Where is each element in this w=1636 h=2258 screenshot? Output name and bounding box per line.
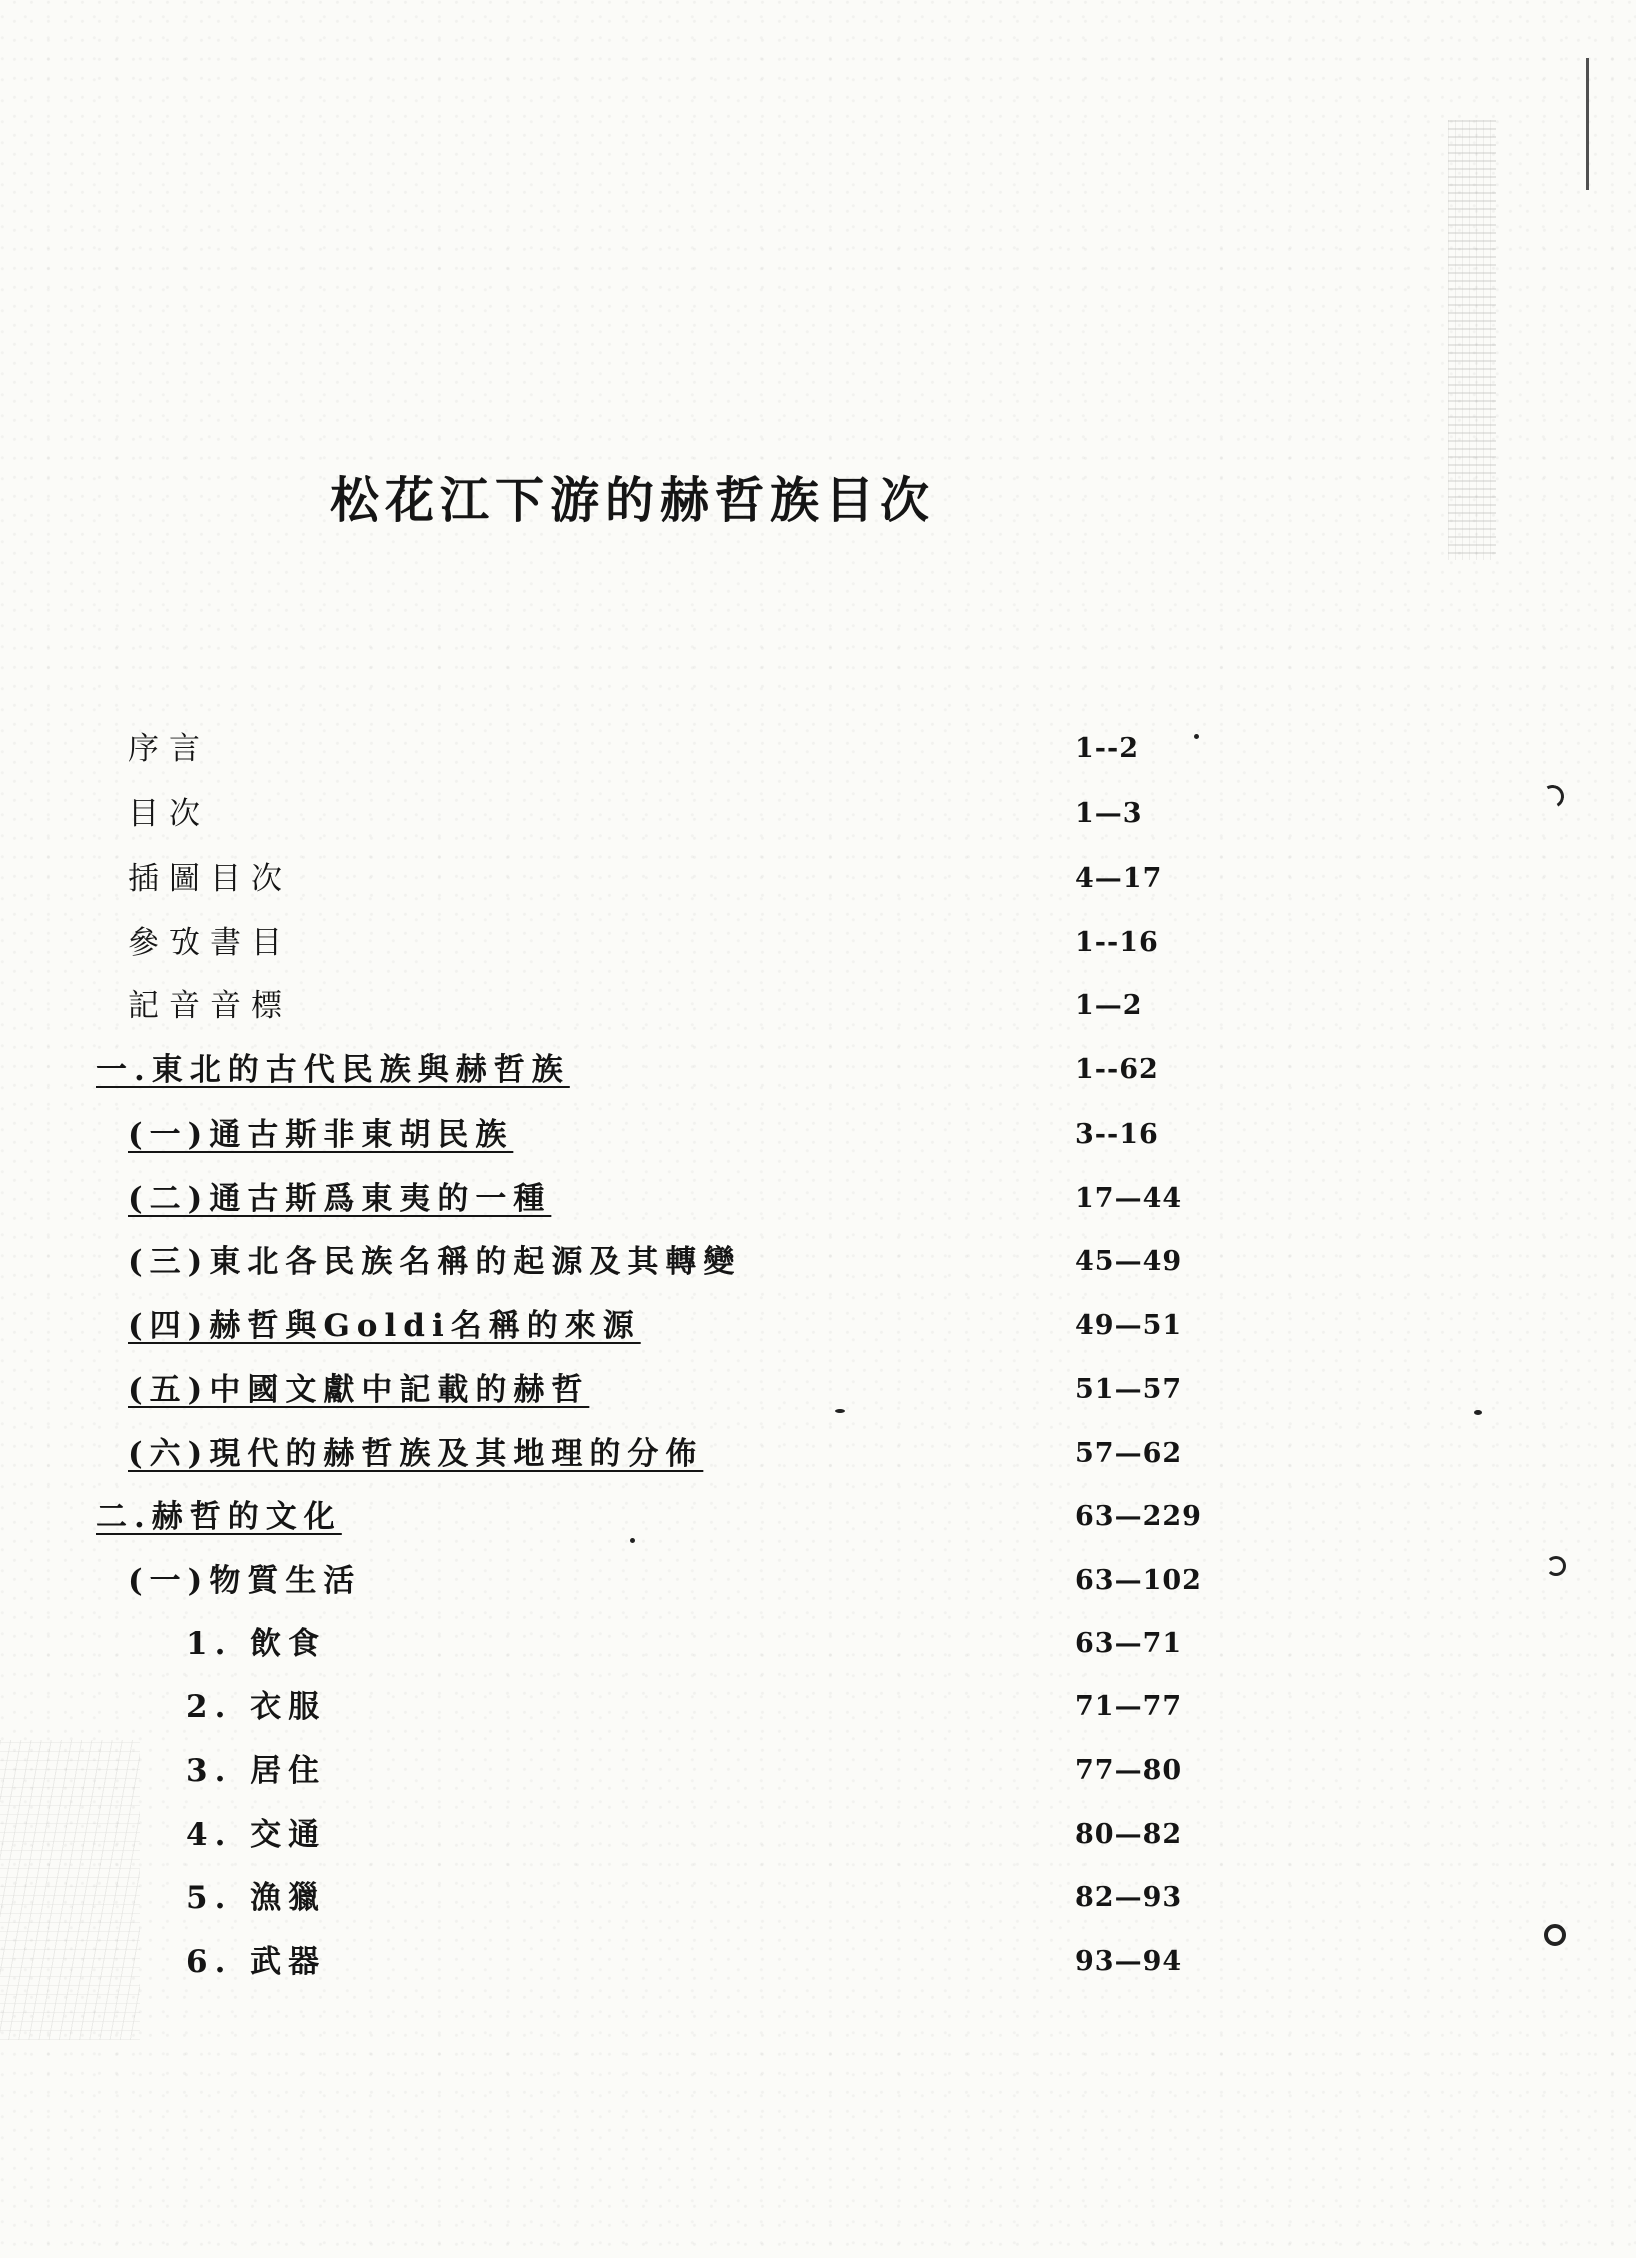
toc-entry-pages: 1--16 xyxy=(1075,927,1159,958)
toc-item-pages: 82—93 xyxy=(1075,1882,1183,1913)
toc-item xyxy=(0,1617,1636,1671)
toc-item-pages: 80—82 xyxy=(1075,1819,1183,1850)
toc-entry xyxy=(0,979,1636,1033)
toc-subsection xyxy=(0,1172,1636,1226)
toc-subsection-pages: 63—102 xyxy=(1075,1565,1202,1596)
toc-entry xyxy=(0,722,1636,776)
toc-subsection-label: (一)通古斯非東胡民族 xyxy=(128,1117,514,1153)
toc-entry-label: 記音音標 xyxy=(128,988,292,1024)
toc-subsection xyxy=(0,1299,1636,1353)
toc-item xyxy=(0,1935,1636,1989)
toc-entry-pages: 1--2 xyxy=(1075,733,1139,764)
toc-item xyxy=(0,1680,1636,1734)
toc-subsection xyxy=(0,1235,1636,1289)
toc-entry xyxy=(0,916,1636,970)
toc-section-pages: 63—229 xyxy=(1075,1501,1202,1532)
toc-entry-label: 參攷書目 xyxy=(128,925,292,961)
toc-subsection-label: (四)赫哲與Goldi名稱的來源 xyxy=(128,1308,641,1344)
toc-subsection xyxy=(0,1363,1636,1417)
toc-item-pages: 77—80 xyxy=(1075,1755,1183,1786)
toc-subsection-label: (六)現代的赫哲族及其地理的分佈 xyxy=(128,1436,704,1472)
toc-entry-pages: 1—3 xyxy=(1075,798,1143,829)
toc-subsection-pages: 49—51 xyxy=(1075,1310,1183,1341)
toc-item-label: 2. 衣服 xyxy=(186,1689,327,1725)
toc-subsection xyxy=(0,1427,1636,1481)
toc-subsection-pages: 17—44 xyxy=(1075,1183,1183,1214)
toc-entry-label: 插圖目次 xyxy=(128,861,292,897)
toc-item-pages: 93—94 xyxy=(1075,1946,1183,1977)
toc-subsection-pages: 51—57 xyxy=(1075,1374,1183,1405)
toc-subsection xyxy=(0,1554,1636,1608)
toc-section-label: 一.東北的古代民族與赫哲族 xyxy=(96,1052,570,1088)
scan-edge-line xyxy=(1586,58,1589,190)
toc-subsection-label: (五)中國文獻中記載的赫哲 xyxy=(128,1372,590,1408)
scan-noise xyxy=(1448,120,1496,560)
toc-item-label: 3. 居住 xyxy=(186,1753,327,1789)
toc-item xyxy=(0,1744,1636,1798)
toc-item xyxy=(0,1871,1636,1925)
toc-section-label: 二.赫哲的文化 xyxy=(96,1499,342,1535)
toc-subsection-pages: 3--16 xyxy=(1075,1119,1159,1150)
toc-item xyxy=(0,1808,1636,1862)
toc-subsection xyxy=(0,1108,1636,1162)
toc-item-label: 4. 交通 xyxy=(186,1817,327,1853)
toc-section xyxy=(0,1043,1636,1097)
toc-item-pages: 63—71 xyxy=(1075,1628,1183,1659)
toc-subsection-label: (一)物質生活 xyxy=(128,1563,362,1599)
toc-item-label: 6. 武器 xyxy=(186,1944,327,1980)
toc-entry xyxy=(0,787,1636,841)
toc-entry xyxy=(0,852,1636,906)
toc-entry-pages: 4—17 xyxy=(1075,863,1163,894)
toc-entry-label: 目次 xyxy=(128,796,210,832)
toc-entry-pages: 1—2 xyxy=(1075,990,1143,1021)
toc-entry-label: 序言 xyxy=(128,731,210,767)
toc-item-pages: 71—77 xyxy=(1075,1691,1183,1722)
toc-subsection-pages: 57—62 xyxy=(1075,1438,1183,1469)
toc-section-pages: 1--62 xyxy=(1075,1054,1159,1085)
toc-subsection-label: (三)東北各民族名稱的起源及其轉變 xyxy=(128,1244,742,1280)
document-title: 松花江下游的赫哲族目次 xyxy=(330,471,936,529)
toc-item-label: 1. 飲食 xyxy=(186,1626,327,1662)
toc-item-label: 5. 漁獵 xyxy=(186,1880,327,1916)
toc-subsection-label: (二)通古斯爲東夷的一種 xyxy=(128,1181,552,1217)
toc-section xyxy=(0,1490,1636,1544)
toc-subsection-pages: 45—49 xyxy=(1075,1246,1183,1277)
